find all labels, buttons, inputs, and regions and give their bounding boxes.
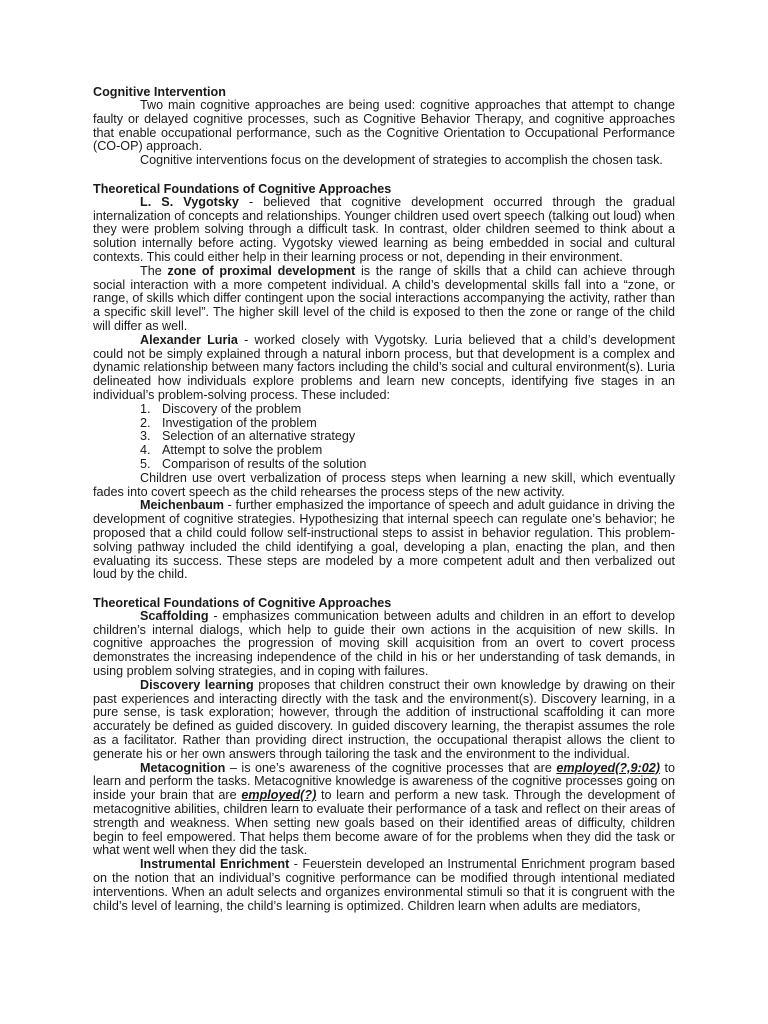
text-metacognition-a: – is one’s awareness of the cognitive processes that are	[225, 760, 557, 775]
paragraph-meichenbaum	[93, 499, 675, 582]
section-heading-cognitive-intervention: Cognitive Intervention	[93, 85, 226, 99]
text-discovery-learning: proposes that children construct their own knowledge by drawing on their past experiences and interacting directly with the task and the environment(s). Discovery learning, in a pure sense, is task exploration; however, through the addition of instructional scaffolding it can more accurately be defined as guided discovery. In guided discovery learning, the therapist assumes the role as a facilitator. Rather than providing direct instruction, the occupational therapist allows the client to generate his or her own answers through tailoring the task and the environment to the individual.	[93, 677, 675, 761]
paragraph-zpd	[93, 265, 675, 334]
text-metacognition-c: to learn and perform a new task. Through the development of metacognitive abilities, children learn to evaluate their performance of a task and reflect on their areas of strength and weakness. When setting new goals based on their identified areas of difficulty, children begin to feel empowered. That helps them become aware of for the problems when they did the task or what went well when they did the task.	[93, 788, 675, 858]
section-heading-theoretical-foundations-1: Theoretical Foundations of Cognitive Approaches	[93, 181, 392, 196]
term-discovery-learning: Discovery learning	[140, 677, 254, 692]
annotation-employed-1: employed(?,9:02)	[556, 760, 660, 775]
term-scaffolding: Scaffolding	[140, 608, 209, 623]
term-vygotsky: L. S. Vygotsky	[140, 194, 239, 209]
text-metacognition-b: to learn and perform the tasks. Metacognitive knowledge is awareness of the cognitive processes going on inside your brain that are	[93, 760, 675, 803]
paragraph-approaches: Two main cognitive approaches are being used: cognitive approaches that attempt to change faulty or delayed cognitive processes, such as Cognitive Behavior Therapy, and cognitive approaches that enable occupational performance, such as the Cognitive Orientation to Occupational Performance (CO-OP) approach.	[93, 98, 675, 154]
document-page	[93, 85, 675, 913]
list-item	[140, 403, 675, 417]
list-item-text: Discovery of the problem	[162, 401, 302, 416]
text-luria: - worked closely with Vygotsky. Luria believed that a child’s development could not be simply explained through a natural inborn process, but that development is a complex and dynamic relationship between many factors including the child’s social and cultural environment(s). Luria delineated how individuals explore problems and learn new concepts, identifying five stages in an individual’s problem-solving process. These included:	[93, 332, 675, 402]
paragraph-metacognition	[93, 762, 675, 859]
list-item	[140, 444, 675, 458]
paragraph-overt-verbalization: Children use overt verbalization of process steps when learning a new skill, which eventually fades into covert speech as the child rehearses the process steps of the new activity.	[93, 470, 675, 499]
list-item-text: Comparison of results of the solution	[162, 456, 367, 471]
paragraph-discovery-learning	[93, 679, 675, 762]
list-item-number: 5.	[140, 456, 151, 471]
list-item-text: Attempt to solve the problem	[162, 443, 323, 458]
list-item-number: 1.	[140, 401, 151, 416]
text-scaffolding: - emphasizes communication between adults and children in an effort to develop children’s internal dialogs, which help to guide their own actions in the acquisition of new skills. In cognitive approaches the progression of moving skill acquisition from an overt to covert process demonstrates the increasing independence of the child in his or her understanding of task demands, in using problem solving strategies, and in coping with failures.	[93, 608, 675, 679]
term-luria: Alexander Luria	[140, 332, 238, 347]
annotation-employed-2: employed(?)	[241, 788, 317, 803]
paragraph-interventions: Cognitive interventions focus on the development of strategies to accomplish the chosen task.	[140, 153, 663, 168]
list-item	[140, 430, 675, 444]
paragraph-scaffolding	[93, 610, 675, 679]
text-vygotsky: - believed that cognitive development occurred through the gradual internalization of concepts and relationships. Younger children used overt speech (talking out loud) when they were problem solving through a difficult task. In contrast, older children seemed to think about a solution internally before acting. Vygotsky viewed learning as being embedded in social and cultural contexts. This could either help in their learning process or not, depending in their environment.	[93, 194, 675, 264]
list-item-text: Selection of an alternative strategy	[162, 429, 356, 444]
term-metacognition: Metacognition	[140, 760, 226, 775]
paragraph-luria	[93, 334, 675, 403]
paragraph-vygotsky	[93, 196, 675, 265]
text-meichenbaum: - further emphasized the importance of speech and adult guidance in driving the development of cognitive strategies. Hypothesizing that internal speech can regulate one’s behavior; he proposed that a child could follow self-instructional steps to assist in behavior regulation. This problem-solving pathway included the child identifying a goal, developing a plan, enacting the plan, and then evaluating its success. These steps are modeled by a more competent adult and then verbalized out loud by the child.	[93, 498, 675, 582]
text-zpd-pre: The	[140, 263, 168, 278]
list-item	[140, 458, 675, 472]
list-item-number: 2.	[140, 415, 151, 430]
list-item-number: 3.	[140, 429, 151, 444]
term-instrumental-enrichment: Instrumental Enrichment	[140, 857, 290, 872]
luria-stages-list	[93, 403, 675, 472]
section-heading-theoretical-foundations-2: Theoretical Foundations of Cognitive Approaches	[93, 595, 392, 610]
text-zpd: is the range of skills that a child can achieve through social interaction with a more competent individual. A child’s developmental skills fall into a “zone, or range, of skills which differ contingent upon the social interactions accompanying the activity, rather than a specific skill level”. The higher skill level of the child is exposed to then the zone or range of the child will differ as well.	[93, 263, 676, 333]
term-meichenbaum: Meichenbaum	[140, 498, 224, 513]
list-item	[140, 417, 675, 431]
list-item-number: 4.	[140, 443, 151, 458]
list-item-text: Investigation of the problem	[162, 415, 317, 430]
text-instrumental-enrichment: - Feuerstein developed an Instrumental Enrichment program based on the notion that an individual’s cognitive performance can be modified through intentional mediated interventions. When an adult selects and organizes environmental stimuli so that it is congruent with the child’s level of learning, the child’s learning is optimized. Children learn when adults are mediators,	[93, 857, 675, 913]
paragraph-instrumental-enrichment	[93, 858, 675, 913]
term-zpd: zone of proximal development	[167, 263, 356, 278]
